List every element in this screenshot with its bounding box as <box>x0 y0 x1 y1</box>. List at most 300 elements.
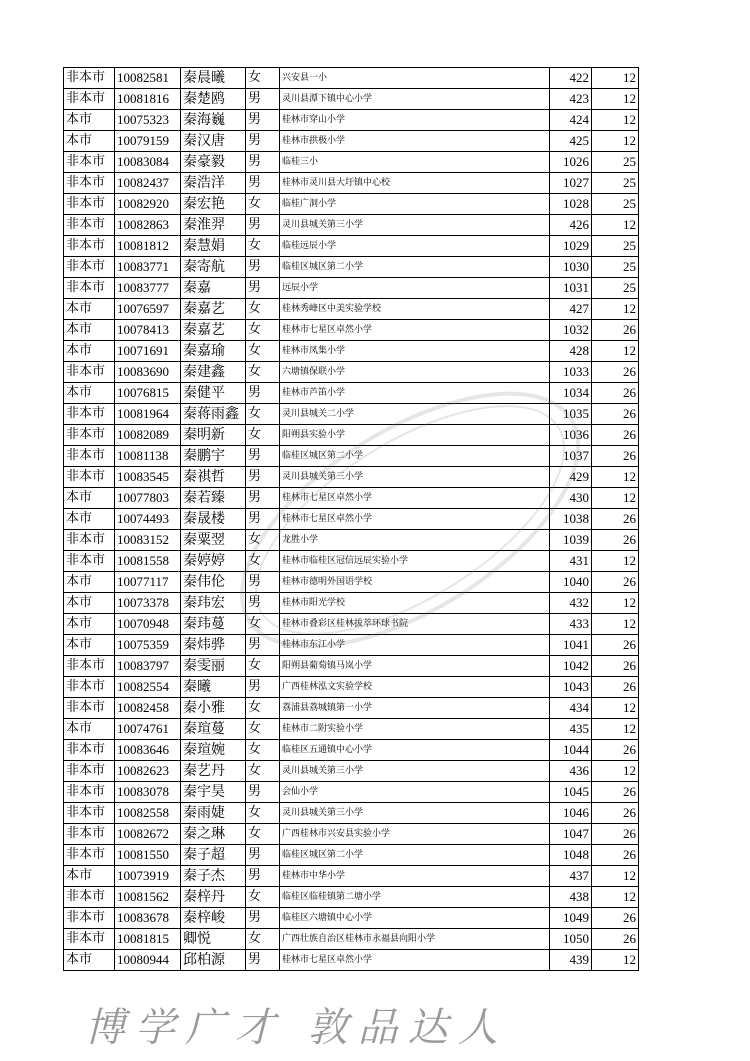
name-cell: 秦宏艳 <box>181 194 246 215</box>
region-cell: 本市 <box>64 950 115 971</box>
seat-number-cell: 1026 <box>550 152 592 173</box>
name-cell: 秦蒋雨鑫 <box>181 404 246 425</box>
seat-number-cell: 1036 <box>550 425 592 446</box>
student-id-cell: 10082581 <box>115 68 181 89</box>
student-id-cell: 10083078 <box>115 782 181 803</box>
seat-number-cell: 1031 <box>550 278 592 299</box>
school-cell: 广西壮族自治区桂林市永福县向阳小学 <box>280 929 550 950</box>
gender-cell: 女 <box>246 887 280 908</box>
name-cell: 秦瑄蔓 <box>181 719 246 740</box>
name-cell: 秦玮蔓 <box>181 614 246 635</box>
school-cell: 桂林秀峰区中美实验学校 <box>280 299 550 320</box>
seat-number-cell: 1046 <box>550 803 592 824</box>
gender-cell: 女 <box>246 68 280 89</box>
room-number-cell: 12 <box>592 719 639 740</box>
student-id-cell: 10079159 <box>115 131 181 152</box>
name-cell: 秦慧娟 <box>181 236 246 257</box>
region-cell: 非本市 <box>64 782 115 803</box>
seat-number-cell: 1030 <box>550 257 592 278</box>
gender-cell: 男 <box>246 572 280 593</box>
gender-cell: 男 <box>246 677 280 698</box>
school-cell: 桂林市拱极小学 <box>280 131 550 152</box>
gender-cell: 男 <box>246 782 280 803</box>
table-row <box>64 215 639 236</box>
room-number-cell: 26 <box>592 509 639 530</box>
room-number-cell: 12 <box>592 593 639 614</box>
table-row <box>64 173 639 194</box>
footer-motto: 博学广才 敦品达人 <box>85 1005 508 1051</box>
seat-number-cell: 1050 <box>550 929 592 950</box>
table-row <box>64 152 639 173</box>
school-cell: 桂林市灵川县大圩镇中心校 <box>280 173 550 194</box>
region-cell: 非本市 <box>64 173 115 194</box>
school-cell: 桂林市凤集小学 <box>280 341 550 362</box>
room-number-cell: 26 <box>592 845 639 866</box>
name-cell: 秦汉唐 <box>181 131 246 152</box>
gender-cell: 男 <box>246 845 280 866</box>
room-number-cell: 26 <box>592 320 639 341</box>
name-cell: 秦嘉 <box>181 278 246 299</box>
student-id-cell: 10081550 <box>115 845 181 866</box>
student-id-cell: 10083678 <box>115 908 181 929</box>
school-cell: 临桂区临桂镇第二塘小学 <box>280 887 550 908</box>
room-number-cell: 12 <box>592 215 639 236</box>
name-cell: 秦之琳 <box>181 824 246 845</box>
table-row <box>64 845 639 866</box>
region-cell: 非本市 <box>64 551 115 572</box>
school-cell: 桂林市七星区卓然小学 <box>280 950 550 971</box>
gender-cell: 女 <box>246 740 280 761</box>
gender-cell: 男 <box>246 383 280 404</box>
school-cell: 阳朔县葡萄镇马岚小学 <box>280 656 550 677</box>
region-cell: 本市 <box>64 299 115 320</box>
gender-cell: 女 <box>246 698 280 719</box>
table-row <box>64 131 639 152</box>
seat-number-cell: 428 <box>550 341 592 362</box>
student-id-cell: 10081812 <box>115 236 181 257</box>
school-cell: 灵川县潭下镇中心小学 <box>280 89 550 110</box>
region-cell: 非本市 <box>64 236 115 257</box>
region-cell: 本市 <box>64 572 115 593</box>
name-cell: 秦瑄婉 <box>181 740 246 761</box>
gender-cell: 男 <box>246 131 280 152</box>
roster-body <box>64 68 639 971</box>
seat-number-cell: 424 <box>550 110 592 131</box>
school-cell: 桂林市叠彩区桂林拔萃环球书院 <box>280 614 550 635</box>
table-row <box>64 278 639 299</box>
student-id-cell: 10083646 <box>115 740 181 761</box>
room-number-cell: 26 <box>592 803 639 824</box>
school-cell: 灵川县城关第三小学 <box>280 215 550 236</box>
table-row <box>64 446 639 467</box>
student-id-cell: 10082672 <box>115 824 181 845</box>
name-cell: 秦梓丹 <box>181 887 246 908</box>
seat-number-cell: 1049 <box>550 908 592 929</box>
table-row <box>64 530 639 551</box>
table-row <box>64 740 639 761</box>
school-cell: 临桂三小 <box>280 152 550 173</box>
gender-cell: 男 <box>246 488 280 509</box>
student-id-cell: 10082623 <box>115 761 181 782</box>
name-cell: 秦嘉艺 <box>181 299 246 320</box>
room-number-cell: 26 <box>592 908 639 929</box>
gender-cell: 女 <box>246 299 280 320</box>
room-number-cell: 12 <box>592 866 639 887</box>
student-id-cell: 10083690 <box>115 362 181 383</box>
region-cell: 非本市 <box>64 530 115 551</box>
name-cell: 秦嘉瑜 <box>181 341 246 362</box>
seat-number-cell: 439 <box>550 950 592 971</box>
student-id-cell: 10077803 <box>115 488 181 509</box>
name-cell: 秦婷婷 <box>181 551 246 572</box>
seat-number-cell: 1042 <box>550 656 592 677</box>
region-cell: 本市 <box>64 635 115 656</box>
table-row <box>64 929 639 950</box>
region-cell: 非本市 <box>64 656 115 677</box>
school-cell: 会仙小学 <box>280 782 550 803</box>
gender-cell: 男 <box>246 278 280 299</box>
gender-cell: 女 <box>246 425 280 446</box>
school-cell: 桂林市东江小学 <box>280 635 550 656</box>
school-cell: 临桂区五通镇中心小学 <box>280 740 550 761</box>
name-cell: 秦伟伦 <box>181 572 246 593</box>
name-cell: 秦艺丹 <box>181 761 246 782</box>
gender-cell: 女 <box>246 551 280 572</box>
gender-cell: 女 <box>246 236 280 257</box>
room-number-cell: 12 <box>592 341 639 362</box>
school-cell: 兴安县一小 <box>280 68 550 89</box>
region-cell: 非本市 <box>64 887 115 908</box>
school-cell: 临桂区城区第二小学 <box>280 446 550 467</box>
region-cell: 非本市 <box>64 824 115 845</box>
student-id-cell: 10081815 <box>115 929 181 950</box>
region-cell: 非本市 <box>64 929 115 950</box>
room-number-cell: 26 <box>592 446 639 467</box>
table-row <box>64 467 639 488</box>
room-number-cell: 12 <box>592 131 639 152</box>
seat-number-cell: 1029 <box>550 236 592 257</box>
name-cell: 秦若臻 <box>181 488 246 509</box>
student-id-cell: 10071691 <box>115 341 181 362</box>
room-number-cell: 12 <box>592 488 639 509</box>
table-row <box>64 404 639 425</box>
table-row <box>64 698 639 719</box>
room-number-cell: 26 <box>592 740 639 761</box>
name-cell: 秦炜骅 <box>181 635 246 656</box>
student-id-cell: 10076815 <box>115 383 181 404</box>
region-cell: 本市 <box>64 110 115 131</box>
student-id-cell: 10074761 <box>115 719 181 740</box>
seat-number-cell: 431 <box>550 551 592 572</box>
school-cell: 桂林市七星区卓然小学 <box>280 509 550 530</box>
school-cell: 桂林市阳光学校 <box>280 593 550 614</box>
student-id-cell: 10074493 <box>115 509 181 530</box>
table-row <box>64 677 639 698</box>
room-number-cell: 12 <box>592 68 639 89</box>
room-number-cell: 25 <box>592 257 639 278</box>
student-id-cell: 10082920 <box>115 194 181 215</box>
gender-cell: 女 <box>246 803 280 824</box>
name-cell: 秦嘉艺 <box>181 320 246 341</box>
table-row <box>64 89 639 110</box>
student-id-cell: 10081964 <box>115 404 181 425</box>
region-cell: 本市 <box>64 866 115 887</box>
seat-number-cell: 426 <box>550 215 592 236</box>
gender-cell: 女 <box>246 530 280 551</box>
region-cell: 非本市 <box>64 845 115 866</box>
name-cell: 秦小雅 <box>181 698 246 719</box>
school-cell: 灵川县城关第三小学 <box>280 803 550 824</box>
gender-cell: 男 <box>246 908 280 929</box>
region-cell: 非本市 <box>64 740 115 761</box>
room-number-cell: 26 <box>592 824 639 845</box>
room-number-cell: 26 <box>592 425 639 446</box>
table-row <box>64 572 639 593</box>
name-cell: 秦雯丽 <box>181 656 246 677</box>
gender-cell: 男 <box>246 950 280 971</box>
name-cell: 秦寄航 <box>181 257 246 278</box>
region-cell: 非本市 <box>64 68 115 89</box>
name-cell: 秦梓峻 <box>181 908 246 929</box>
student-id-cell: 10073378 <box>115 593 181 614</box>
room-number-cell: 26 <box>592 572 639 593</box>
school-cell: 桂林市七星区卓然小学 <box>280 488 550 509</box>
seat-number-cell: 1027 <box>550 173 592 194</box>
gender-cell: 男 <box>246 110 280 131</box>
seat-number-cell: 438 <box>550 887 592 908</box>
room-number-cell: 12 <box>592 299 639 320</box>
name-cell: 秦雨婕 <box>181 803 246 824</box>
table-row <box>64 68 639 89</box>
student-id-cell: 10077117 <box>115 572 181 593</box>
student-id-cell: 10082437 <box>115 173 181 194</box>
gender-cell: 男 <box>246 446 280 467</box>
school-cell: 广西桂林市兴安县实验小学 <box>280 824 550 845</box>
name-cell: 秦楚鸥 <box>181 89 246 110</box>
gender-cell: 女 <box>246 719 280 740</box>
seat-number-cell: 1034 <box>550 383 592 404</box>
room-number-cell: 25 <box>592 236 639 257</box>
student-id-cell: 10081562 <box>115 887 181 908</box>
table-row <box>64 488 639 509</box>
table-row <box>64 110 639 131</box>
gender-cell: 女 <box>246 404 280 425</box>
name-cell: 卿悦 <box>181 929 246 950</box>
student-id-cell: 10083771 <box>115 257 181 278</box>
room-number-cell: 12 <box>592 614 639 635</box>
school-cell: 灵川县城关二小学 <box>280 404 550 425</box>
name-cell: 秦晨曦 <box>181 68 246 89</box>
gender-cell: 男 <box>246 89 280 110</box>
region-cell: 非本市 <box>64 425 115 446</box>
school-cell: 灵川县城关第三小学 <box>280 467 550 488</box>
student-id-cell: 10078413 <box>115 320 181 341</box>
room-number-cell: 26 <box>592 530 639 551</box>
region-cell: 非本市 <box>64 446 115 467</box>
gender-cell: 女 <box>246 929 280 950</box>
table-row <box>64 509 639 530</box>
seat-number-cell: 1041 <box>550 635 592 656</box>
school-cell: 桂林市穿山小学 <box>280 110 550 131</box>
region-cell: 本市 <box>64 719 115 740</box>
region-cell: 本市 <box>64 593 115 614</box>
seat-number-cell: 435 <box>550 719 592 740</box>
room-number-cell: 26 <box>592 635 639 656</box>
seat-number-cell: 429 <box>550 467 592 488</box>
school-cell: 桂林市七星区卓然小学 <box>280 320 550 341</box>
student-id-cell: 10083545 <box>115 467 181 488</box>
seat-number-cell: 1044 <box>550 740 592 761</box>
table-row <box>64 236 639 257</box>
table-row <box>64 551 639 572</box>
table-row <box>64 782 639 803</box>
gender-cell: 男 <box>246 173 280 194</box>
name-cell: 秦玮宏 <box>181 593 246 614</box>
region-cell: 非本市 <box>64 278 115 299</box>
name-cell: 秦豪毅 <box>181 152 246 173</box>
gender-cell: 男 <box>246 152 280 173</box>
room-number-cell: 12 <box>592 110 639 131</box>
school-cell: 临桂区城区第二小学 <box>280 845 550 866</box>
table-row <box>64 320 639 341</box>
table-row <box>64 719 639 740</box>
table-row <box>64 593 639 614</box>
region-cell: 本市 <box>64 509 115 530</box>
region-cell: 非本市 <box>64 362 115 383</box>
gender-cell: 男 <box>246 866 280 887</box>
seat-number-cell: 1033 <box>550 362 592 383</box>
table-row <box>64 425 639 446</box>
seat-number-cell: 1043 <box>550 677 592 698</box>
school-cell: 荔浦县荔城镇第一小学 <box>280 698 550 719</box>
table-row <box>64 866 639 887</box>
table-row <box>64 656 639 677</box>
gender-cell: 女 <box>246 614 280 635</box>
name-cell: 秦晟楼 <box>181 509 246 530</box>
region-cell: 本市 <box>64 383 115 404</box>
student-id-cell: 10081558 <box>115 551 181 572</box>
region-cell: 非本市 <box>64 404 115 425</box>
room-number-cell: 12 <box>592 761 639 782</box>
seat-number-cell: 432 <box>550 593 592 614</box>
school-cell: 灵川县城关第三小学 <box>280 761 550 782</box>
region-cell: 非本市 <box>64 257 115 278</box>
gender-cell: 男 <box>246 257 280 278</box>
table-row <box>64 761 639 782</box>
seat-number-cell: 1039 <box>550 530 592 551</box>
student-id-cell: 10080944 <box>115 950 181 971</box>
student-id-cell: 10083084 <box>115 152 181 173</box>
student-id-cell: 10070948 <box>115 614 181 635</box>
table-row <box>64 908 639 929</box>
student-id-cell: 10075359 <box>115 635 181 656</box>
student-id-cell: 10083797 <box>115 656 181 677</box>
region-cell: 本市 <box>64 131 115 152</box>
seat-number-cell: 436 <box>550 761 592 782</box>
seat-number-cell: 1040 <box>550 572 592 593</box>
region-cell: 本市 <box>64 320 115 341</box>
table-row <box>64 341 639 362</box>
school-cell: 临桂广洞小学 <box>280 194 550 215</box>
school-cell: 临桂区六塘镇中心小学 <box>280 908 550 929</box>
room-number-cell: 12 <box>592 950 639 971</box>
name-cell: 秦浩洋 <box>181 173 246 194</box>
school-cell: 龙胜小学 <box>280 530 550 551</box>
room-number-cell: 26 <box>592 383 639 404</box>
region-cell: 非本市 <box>64 89 115 110</box>
room-number-cell: 26 <box>592 362 639 383</box>
name-cell: 秦淮羿 <box>181 215 246 236</box>
seat-number-cell: 433 <box>550 614 592 635</box>
school-cell: 桂林市德明外国语学校 <box>280 572 550 593</box>
name-cell: 秦祺哲 <box>181 467 246 488</box>
gender-cell: 女 <box>246 362 280 383</box>
room-number-cell: 12 <box>592 89 639 110</box>
seat-number-cell: 1048 <box>550 845 592 866</box>
region-cell: 非本市 <box>64 467 115 488</box>
student-id-cell: 10073919 <box>115 866 181 887</box>
student-id-cell: 10082554 <box>115 677 181 698</box>
room-number-cell: 25 <box>592 152 639 173</box>
gender-cell: 女 <box>246 656 280 677</box>
student-id-cell: 10082458 <box>115 698 181 719</box>
region-cell: 非本市 <box>64 677 115 698</box>
gender-cell: 男 <box>246 593 280 614</box>
school-cell: 阳朔县实验小学 <box>280 425 550 446</box>
gender-cell: 女 <box>246 761 280 782</box>
school-cell: 六塘镇保联小学 <box>280 362 550 383</box>
school-cell: 临桂区城区第二小学 <box>280 257 550 278</box>
room-number-cell: 26 <box>592 782 639 803</box>
seat-number-cell: 430 <box>550 488 592 509</box>
student-id-cell: 10082089 <box>115 425 181 446</box>
name-cell: 邱柏源 <box>181 950 246 971</box>
school-cell: 桂林市芦笛小学 <box>280 383 550 404</box>
region-cell: 本市 <box>64 341 115 362</box>
region-cell: 非本市 <box>64 194 115 215</box>
seat-number-cell: 1035 <box>550 404 592 425</box>
table-row <box>64 614 639 635</box>
seat-number-cell: 423 <box>550 89 592 110</box>
region-cell: 非本市 <box>64 215 115 236</box>
name-cell: 秦明新 <box>181 425 246 446</box>
room-number-cell: 12 <box>592 551 639 572</box>
gender-cell: 女 <box>246 824 280 845</box>
name-cell: 秦鹏宇 <box>181 446 246 467</box>
gender-cell: 男 <box>246 509 280 530</box>
gender-cell: 女 <box>246 194 280 215</box>
student-id-cell: 10083152 <box>115 530 181 551</box>
room-number-cell: 12 <box>592 467 639 488</box>
room-number-cell: 26 <box>592 404 639 425</box>
seat-number-cell: 1038 <box>550 509 592 530</box>
seat-number-cell: 1037 <box>550 446 592 467</box>
region-cell: 本市 <box>64 614 115 635</box>
room-number-cell: 12 <box>592 698 639 719</box>
room-number-cell: 26 <box>592 929 639 950</box>
room-number-cell: 25 <box>592 173 639 194</box>
name-cell: 秦海巍 <box>181 110 246 131</box>
school-cell: 广西桂林泓文实验学校 <box>280 677 550 698</box>
room-number-cell: 12 <box>592 887 639 908</box>
seat-number-cell: 425 <box>550 131 592 152</box>
student-id-cell: 10076597 <box>115 299 181 320</box>
region-cell: 本市 <box>64 488 115 509</box>
roster-table <box>63 67 639 971</box>
table-row <box>64 950 639 971</box>
seat-number-cell: 427 <box>550 299 592 320</box>
table-row <box>64 887 639 908</box>
